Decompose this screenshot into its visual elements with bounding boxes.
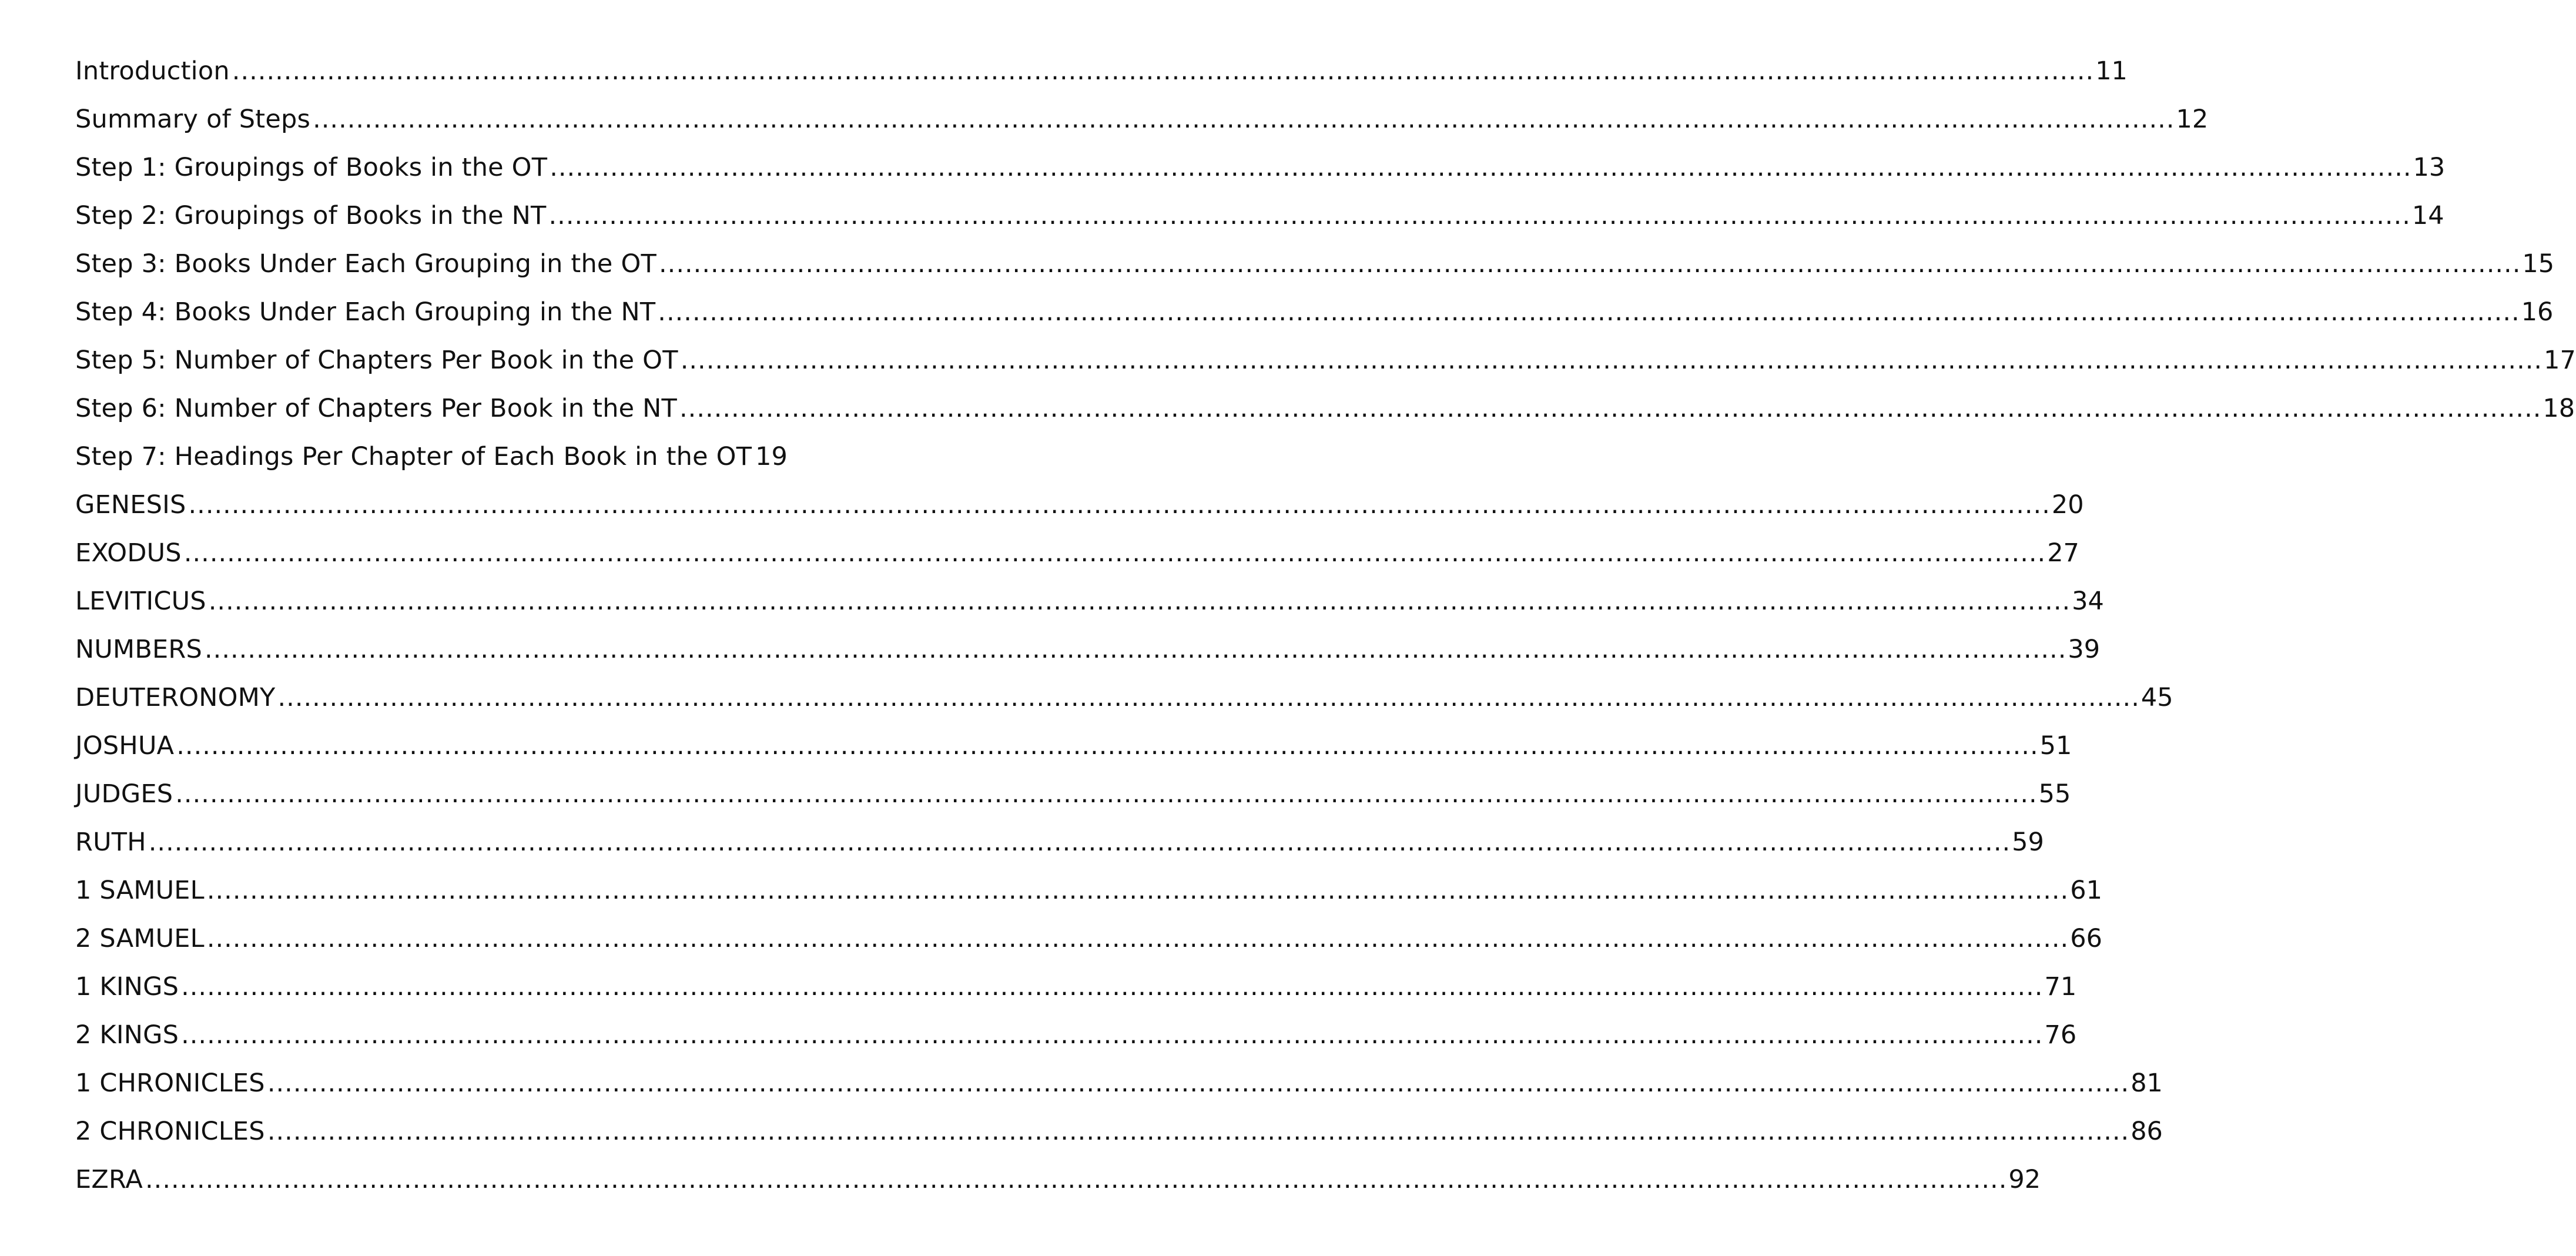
- dot-leader: [149, 828, 2011, 857]
- toc-entry-page: 19: [755, 442, 788, 471]
- toc-entry-step-6[interactable]: [75, 394, 2575, 442]
- toc-entry-title: DEUTERONOMY: [75, 683, 276, 712]
- toc-entry-page: 61: [2070, 876, 2102, 905]
- toc-entry-title: RUTH: [75, 828, 146, 857]
- toc-entry-step-7[interactable]: [75, 442, 788, 490]
- toc-entry-1-kings[interactable]: [75, 972, 2077, 1020]
- dot-leader: [278, 683, 2140, 712]
- toc-entry-title: 1 CHRONICLES: [75, 1069, 265, 1098]
- toc-entry-ruth[interactable]: [75, 828, 2044, 876]
- dot-leader: [145, 1165, 2007, 1194]
- toc-entry-page: 45: [2140, 683, 2173, 712]
- dot-leader: [658, 297, 2520, 327]
- toc-entry-title: Introduction: [75, 56, 230, 86]
- dot-leader: [679, 394, 2541, 423]
- toc-entry-page: 15: [2522, 249, 2555, 279]
- toc-entry-title: 2 SAMUEL: [75, 924, 205, 953]
- toc-entry-page: 13: [2413, 153, 2446, 182]
- toc-entry-1-chronicles[interactable]: [75, 1069, 2163, 1117]
- dot-leader: [313, 105, 2175, 134]
- toc-entry-title: Step 4: Books Under Each Grouping in the NT: [75, 297, 656, 327]
- toc-entry-page: 81: [2131, 1069, 2163, 1098]
- dot-leader: [181, 972, 2043, 1002]
- toc-entry-page: 66: [2070, 924, 2102, 953]
- dot-leader: [659, 249, 2521, 279]
- toc-entry-title: Summary of Steps: [75, 105, 311, 134]
- toc-entry-title: JOSHUA: [75, 731, 175, 761]
- toc-entry-title: Step 3: Books Under Each Grouping in the OT: [75, 249, 656, 279]
- toc-entry-joshua[interactable]: [75, 731, 2072, 779]
- toc-entry-title: Step 1: Groupings of Books in the OT: [75, 153, 548, 182]
- toc-entry-page: 18: [2542, 394, 2575, 423]
- dot-leader: [175, 779, 2037, 809]
- toc-entry-introduction[interactable]: [75, 56, 2128, 105]
- toc-entry-page: 20: [2051, 490, 2084, 520]
- dot-leader: [189, 490, 2051, 520]
- dot-leader: [181, 1020, 2043, 1050]
- toc-entry-page: 11: [2095, 56, 2128, 86]
- dot-leader: [681, 346, 2542, 375]
- toc-entry-2-kings[interactable]: [75, 1020, 2077, 1069]
- dot-leader: [549, 201, 2411, 230]
- toc-entry-step-5[interactable]: [75, 346, 2576, 394]
- toc-entry-page: 16: [2521, 297, 2554, 327]
- dot-leader: [207, 876, 2069, 905]
- toc-entry-title: EZRA: [75, 1165, 143, 1194]
- toc-entry-title: 2 KINGS: [75, 1020, 179, 1050]
- toc-entry-genesis[interactable]: [75, 490, 2084, 538]
- toc-entry-title: 1 KINGS: [75, 972, 179, 1002]
- toc-entry-title: Step 7: Headings Per Chapter of Each Book in the OT: [75, 442, 752, 471]
- toc-entry-title: LEVITICUS: [75, 587, 206, 616]
- toc-entry-ezra[interactable]: [75, 1165, 2041, 1213]
- toc-entry-page: 39: [2068, 635, 2101, 664]
- table-of-contents: [75, 56, 2576, 1213]
- toc-entry-page: 55: [2038, 779, 2071, 809]
- toc-entry-page: 51: [2039, 731, 2072, 761]
- toc-entry-page: 59: [2012, 828, 2044, 857]
- toc-entry-page: 71: [2044, 972, 2077, 1002]
- toc-entry-page: 14: [2411, 201, 2444, 230]
- toc-entry-page: 12: [2176, 105, 2209, 134]
- toc-entry-2-samuel[interactable]: [75, 924, 2102, 972]
- dot-leader: [184, 538, 2046, 568]
- toc-entry-page: 86: [2131, 1117, 2163, 1146]
- toc-entry-page: 92: [2008, 1165, 2041, 1194]
- toc-entry-title: EXODUS: [75, 538, 182, 568]
- toc-entry-2-chronicles[interactable]: [75, 1117, 2163, 1165]
- toc-entry-page: 76: [2044, 1020, 2077, 1050]
- dot-leader: [176, 731, 2038, 761]
- toc-entry-title: Step 5: Number of Chapters Per Book in the OT: [75, 346, 678, 375]
- toc-entry-exodus[interactable]: [75, 538, 2079, 587]
- toc-entry-title: JUDGES: [75, 779, 173, 809]
- toc-entry-page: 17: [2544, 346, 2576, 375]
- toc-entry-page: 27: [2047, 538, 2079, 568]
- toc-entry-title: Step 2: Groupings of Books in the NT: [75, 201, 547, 230]
- toc-entry-step-1[interactable]: [75, 153, 2446, 201]
- toc-entry-title: Step 6: Number of Chapters Per Book in the NT: [75, 394, 678, 423]
- toc-entry-1-samuel[interactable]: [75, 876, 2102, 924]
- dot-leader: [209, 587, 2071, 616]
- toc-entry-step-2[interactable]: [75, 201, 2444, 249]
- dot-leader: [550, 153, 2411, 182]
- toc-entry-title: 1 SAMUEL: [75, 876, 205, 905]
- dot-leader: [267, 1117, 2129, 1146]
- toc-entry-leviticus[interactable]: [75, 587, 2104, 635]
- dot-leader: [205, 635, 2066, 664]
- dot-leader: [267, 1069, 2129, 1098]
- dot-leader: [207, 924, 2069, 953]
- toc-entry-title: NUMBERS: [75, 635, 202, 664]
- toc-entry-summary-of-steps[interactable]: [75, 105, 2209, 153]
- toc-entry-judges[interactable]: [75, 779, 2071, 828]
- toc-entry-numbers[interactable]: [75, 635, 2101, 683]
- dot-leader: [232, 56, 2094, 86]
- toc-entry-title: GENESIS: [75, 490, 186, 520]
- toc-entry-deuteronomy[interactable]: [75, 683, 2173, 731]
- toc-entry-page: 34: [2072, 587, 2104, 616]
- toc-entry-step-3[interactable]: [75, 249, 2555, 297]
- toc-entry-step-4[interactable]: [75, 297, 2554, 346]
- toc-entry-title: 2 CHRONICLES: [75, 1117, 265, 1146]
